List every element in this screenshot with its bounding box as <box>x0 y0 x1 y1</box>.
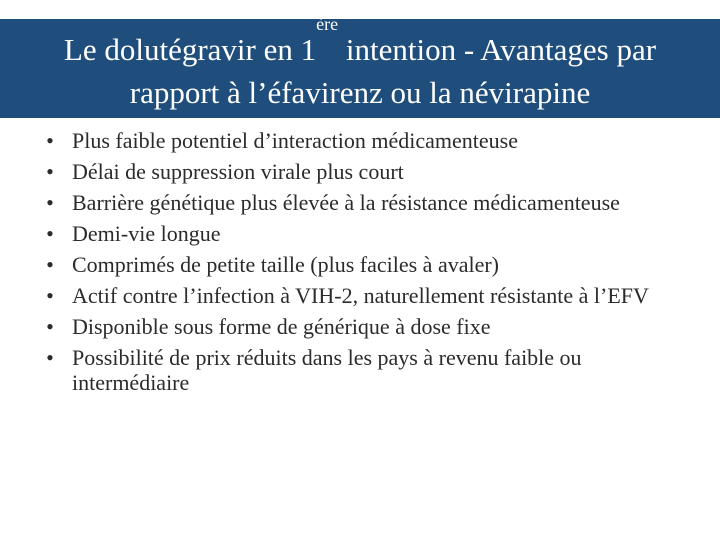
bullet-dot-icon: • <box>46 221 54 246</box>
title-superscript: ère <box>316 14 339 34</box>
bullet-item <box>40 221 690 246</box>
bullet-dot-icon: • <box>46 345 54 370</box>
bullet-text: Délai de suppression virale plus court <box>72 159 404 184</box>
slide-title-line-1 <box>0 14 720 71</box>
bullet-item <box>40 283 690 308</box>
bullet-dot-icon: • <box>46 159 54 184</box>
bullet-dot-icon: • <box>46 128 54 153</box>
bullet-text: Disponible sous forme de générique à dose fixe <box>72 314 491 339</box>
bullet-item <box>40 345 690 395</box>
bullet-text: Demi-vie longue <box>72 221 221 246</box>
bullet-item <box>40 252 690 277</box>
bullet-text: Actif contre l’infection à VIH-2, naturellement résistante à l’EFV <box>72 283 649 308</box>
bullet-text: Comprimés de petite taille (plus faciles à avaler) <box>72 252 500 277</box>
bullet-text: Possibilité de prix réduits dans les pays à revenu faible ou intermédiaire <box>72 345 582 395</box>
slide-title-line-2: rapport à l’éfavirenz ou la névirapine <box>129 75 591 110</box>
bullet-item <box>40 159 690 184</box>
bullet-text: Barrière génétique plus élevée à la résistance médicamenteuse <box>72 190 620 215</box>
bullet-dot-icon: • <box>46 190 54 215</box>
slide-title-bar <box>0 14 720 118</box>
bullet-text: Plus faible potentiel d’interaction médicamenteuse <box>72 128 518 153</box>
title-text-part1: Le dolutégravir en 1 <box>63 32 317 67</box>
bullet-dot-icon: • <box>46 283 54 308</box>
bullet-item <box>40 314 690 339</box>
bullet-list <box>40 128 690 401</box>
bullet-dot-icon: • <box>46 252 54 277</box>
bullet-item <box>40 190 690 215</box>
bullet-item <box>40 128 690 153</box>
title-text-part2: intention - Avantages par <box>338 32 657 67</box>
bullet-dot-icon: • <box>46 314 54 339</box>
